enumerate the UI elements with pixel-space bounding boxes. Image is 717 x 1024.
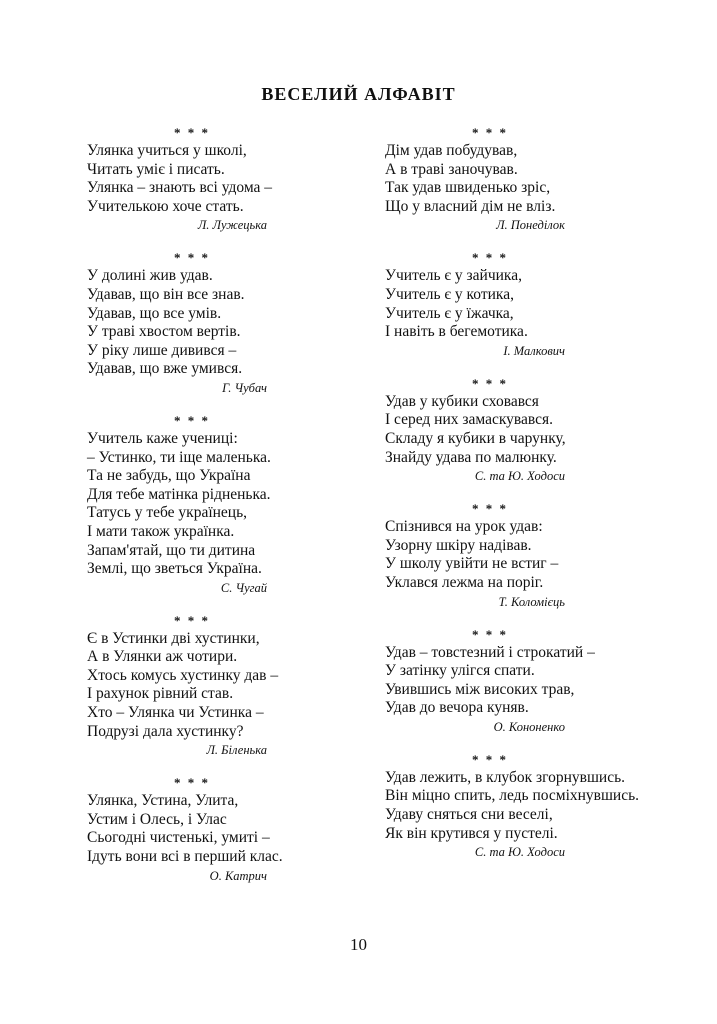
poem-line: Удав лежить, в клубок згорнувшись. (385, 768, 626, 786)
poem-line: Учитель є у зайчика, (385, 267, 522, 285)
poem-line: Є в Устинки дві хустинки, (87, 629, 260, 647)
poem (385, 249, 675, 360)
poem-author: С. Чугай (220, 580, 267, 595)
poem-separator-stars: * * * (174, 775, 210, 791)
poem-separator-stars: * * * (472, 375, 508, 391)
poem-line: Узорну шкіру надівав. (385, 536, 532, 554)
poem-line: Удавав, що вже умився. (87, 360, 243, 378)
poem (87, 124, 327, 235)
poem-author: Л. Лужецька (197, 218, 267, 233)
poem-line: Що у власний дім не вліз. (385, 197, 556, 215)
poem-author: Л. Біленька (206, 743, 267, 758)
poem-line: Хто – Улянка чи Устинка – (87, 704, 264, 722)
poem (385, 124, 675, 235)
page-title: ВЕСЕЛИЙ АЛФАВІТ (261, 84, 456, 104)
poem-line: Увившись між високих трав, (385, 680, 575, 698)
poem-line: У долині жив удав. (87, 267, 213, 285)
poem-line: У ріку лише дивився – (87, 341, 237, 359)
poem-separator-stars: * * * (174, 612, 210, 628)
poem-line: Уклався лежма на поріг. (385, 573, 544, 591)
poem-line: Подрузі дала хустинку? (87, 722, 244, 740)
poem-line: – Устинко, ти іще маленька. (87, 448, 271, 466)
poem-separator-stars: * * * (472, 501, 508, 517)
left-column (87, 124, 327, 886)
poem-line: І мати також українка. (87, 522, 235, 540)
poem-line: Дім удав побудував, (385, 142, 518, 159)
poem-author: Г. Чубач (222, 380, 267, 395)
poem-separator-stars: * * * (472, 125, 508, 140)
poem-line: Удав до вечора куняв. (385, 699, 529, 717)
poem (87, 412, 327, 598)
poem-line: Удав – товстезний і строкатий – (385, 643, 595, 661)
poem-line: А в траві заночував. (385, 160, 518, 178)
poem (385, 500, 675, 611)
poem-line: Удавав, що він все знав. (87, 285, 245, 303)
poem (385, 626, 675, 737)
poem-line: Удавав, що все умів. (87, 304, 222, 322)
poem-line: Читать уміє і писать. (87, 160, 225, 178)
right-column (385, 124, 675, 862)
poem-line: У затінку улігся спати. (385, 662, 535, 680)
poem-line: Землі, що зветься Україна. (87, 560, 262, 578)
poem-line: Ідуть вони всі в перший клас. (87, 848, 283, 866)
poem-line: Так удав швиденько зріс, (385, 179, 551, 197)
poem-line: Улянка – знають всі удома – (87, 179, 273, 197)
poem (385, 751, 675, 862)
poem-author: С. та Ю. Ходоси (474, 469, 565, 484)
poem-line: Учителькою хоче стать. (87, 197, 244, 215)
poem-line: І рахунок рівний став. (87, 685, 234, 703)
poem-line: Учитель каже учениці: (87, 429, 238, 447)
poem (385, 375, 675, 486)
poem-line: Татусь у тебе українець, (87, 504, 248, 522)
poem-separator-stars: * * * (174, 125, 210, 140)
poem-line: Учитель є у їжачка, (385, 304, 514, 322)
poem-line: Він міцно спить, ледь посміхнувшись. (385, 787, 640, 805)
poem-line: Та не забудь, що Україна (87, 467, 251, 485)
poem-author: О. Катрич (209, 868, 267, 883)
poem-author: Л. Понеділок (496, 218, 565, 233)
poem-line: Спізнився на урок удав: (385, 518, 543, 536)
poem-line: Складу я кубики в чарунку, (385, 429, 566, 447)
poem-line: І навіть в бегемотика. (385, 323, 528, 341)
poem-line: Запам'ятай, що ти дитина (87, 541, 256, 559)
poem-separator-stars: * * * (174, 412, 210, 428)
poem-separator-stars: * * * (472, 751, 508, 767)
poem (87, 249, 327, 398)
poem-line: А в Улянки аж чотири. (87, 648, 238, 666)
poem-line: Улянка, Устина, Улита, (87, 792, 239, 810)
poem-line: Сьогодні чистенькі, умиті – (87, 829, 270, 847)
poem-author: О. Кононенко (493, 719, 565, 734)
poem-line: Для тебе матінка рідненька. (87, 485, 271, 503)
poem (87, 774, 327, 885)
poem-line: Знайду удава по малюнку. (385, 448, 557, 466)
poem-separator-stars: * * * (174, 250, 210, 266)
poem-line: Як він крутився у пустелі. (385, 824, 558, 842)
poem-line: І серед них замаскувався. (385, 411, 554, 429)
poem-line: У траві хвостом вертів. (87, 323, 241, 341)
poem-line: Удав у кубики сховався (385, 392, 539, 410)
poem-line: Хтось комусь хустинку дав – (87, 666, 279, 684)
poem-line: Удаву сняться сни веселі, (385, 806, 553, 824)
poem-separator-stars: * * * (472, 626, 508, 642)
poem-author: Т. Коломієць (498, 594, 565, 609)
poem-line: Улянка учиться у школі, (87, 142, 247, 159)
poem-author: І. Малкович (503, 343, 565, 358)
poem-author: С. та Ю. Ходоси (474, 845, 565, 860)
poem-line: Устим і Олесь, і Улас (87, 810, 227, 828)
poem (87, 612, 327, 761)
page-number: 10 (350, 935, 367, 954)
poem-line: У школу увійти не встиг – (385, 555, 559, 573)
poem-separator-stars: * * * (472, 250, 508, 266)
poem-line: Учитель є у котика, (385, 285, 514, 303)
